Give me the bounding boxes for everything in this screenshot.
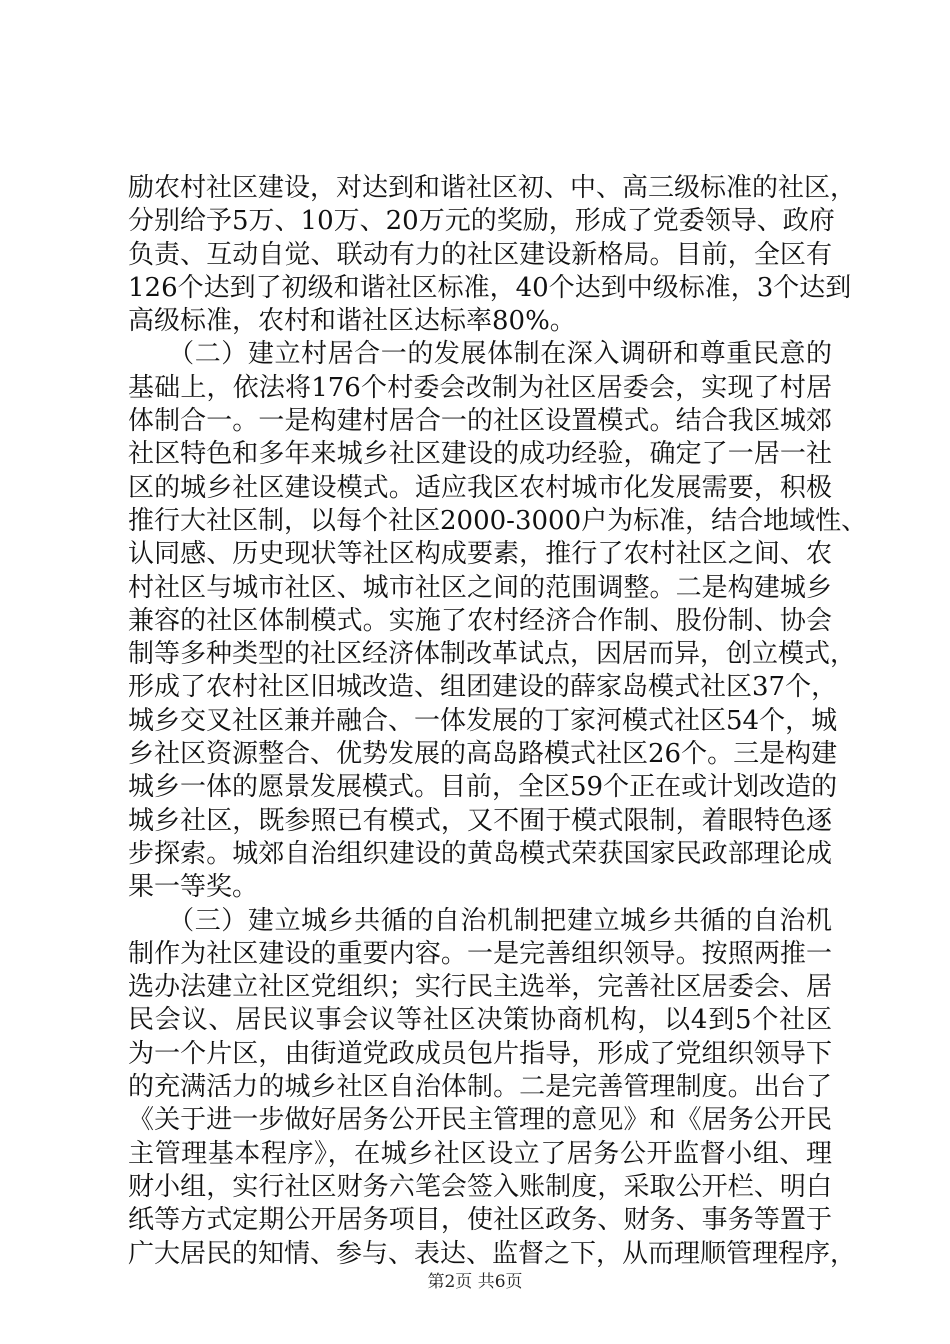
text-line: 村社区与城市社区、城市社区之间的范围调整。二是构建城乡 bbox=[128, 572, 832, 603]
text-line: 高级标准，农村和谐社区达标率80%。 bbox=[128, 306, 576, 337]
text-line: 广大居民的知情、参与、表达、监督之下，从而理顺管理程序， bbox=[128, 1238, 857, 1269]
text-line: 126个达到了初级和谐社区标准，40个达到中级标准，3个达到 bbox=[128, 272, 852, 303]
text-line: （二）建立村居合一的发展体制在深入调研和尊重民意的 bbox=[128, 339, 832, 370]
text-line: 推行大社区制，以每个社区2000-3000户为标准，结合地域性、 bbox=[128, 505, 868, 536]
text-line: 《关于进一步做好居务公开民主管理的意见》和《居务公开民 bbox=[128, 1105, 832, 1136]
text-line: 负责、互动自觉、联动有力的社区建设新格局。目前，全区有 bbox=[128, 239, 832, 270]
text-line: 区的城乡社区建设模式。适应我区农村城市化发展需要，积极 bbox=[128, 472, 832, 503]
text-line: 果一等奖。 bbox=[128, 872, 259, 903]
text-line: 认同感、历史现状等社区构成要素，推行了农村社区之间、农 bbox=[128, 539, 832, 570]
text-line: 励农村社区建设，对达到和谐社区初、中、高三级标准的社区， bbox=[128, 173, 857, 203]
text-line: 社区特色和多年来城乡社区建设的成功经验，确定了一居一社 bbox=[128, 439, 832, 470]
text-line: 制作为社区建设的重要内容。一是完善组织领导。按照两推一 bbox=[128, 938, 832, 969]
text-line: 选办法建立社区党组织；实行民主选举，完善社区居委会、居 bbox=[128, 972, 832, 1003]
text-line: 的充满活力的城乡社区自治体制。二是完善管理制度。出台了 bbox=[128, 1072, 832, 1103]
text-line: 财小组，实行社区财务六笔会签入账制度，采取公开栏、明白 bbox=[128, 1171, 832, 1202]
text-line: 分别给予5万、10万、20万元的奖励，形成了党委领导、政府 bbox=[128, 206, 835, 237]
text-line: 主管理基本程序》，在城乡社区设立了居务公开监督小组、理 bbox=[128, 1138, 832, 1169]
text-line: 基础上，依法将176个村委会改制为社区居委会，实现了村居 bbox=[128, 372, 832, 403]
page-number-footer: 第2页 共6页 bbox=[427, 1272, 523, 1292]
text-line: 体制合一。一是构建村居合一的社区设置模式。结合我区城郊 bbox=[128, 406, 832, 437]
text-line: 纸等方式定期公开居务项目，使社区政务、财务、事务等置于 bbox=[128, 1205, 832, 1236]
text-line: 民会议、居民议事会议等社区决策协商机构，以4到5个社区 bbox=[128, 1005, 832, 1036]
text-line: 步探索。城郊自治组织建设的黄岛模式荣获国家民政部理论成 bbox=[128, 838, 832, 869]
text-line: 乡社区资源整合、优势发展的高岛路模式社区26个。三是构建 bbox=[128, 739, 838, 770]
text-line: 兼容的社区体制模式。实施了农村经济合作制、股份制、协会 bbox=[128, 605, 832, 636]
text-line: 城乡交叉社区兼并融合、一体发展的丁家河模式社区54个，城 bbox=[128, 705, 838, 736]
text-line: 形成了农村社区旧城改造、组团建设的薛家岛模式社区37个， bbox=[128, 672, 838, 703]
text-line: 城乡一体的愿景发展模式。目前，全区59个正在或计划改造的 bbox=[128, 772, 838, 803]
document-body bbox=[128, 172, 868, 1271]
text-line: 制等多种类型的社区经济体制改革试点，因居而异，创立模式， bbox=[128, 639, 857, 670]
text-line: 城乡社区，既参照已有模式，又不囿于模式限制，着眼特色逐 bbox=[128, 805, 832, 836]
text-line: （三）建立城乡共循的自治机制把建立城乡共循的自治机 bbox=[128, 905, 832, 936]
text-line: 为一个片区，由街道党政成员包片指导，形成了党组织领导下 bbox=[128, 1038, 832, 1069]
